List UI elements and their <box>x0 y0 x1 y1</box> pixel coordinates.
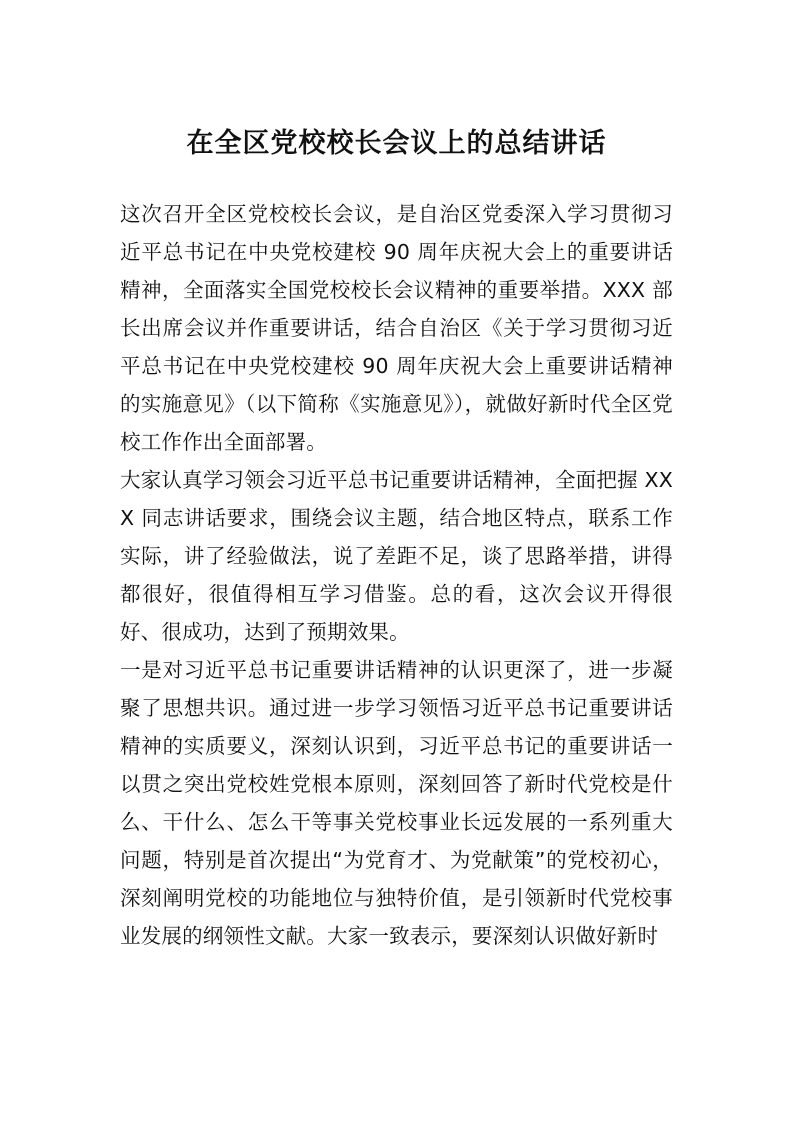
paragraph-3: 一是对习近平总书记重要讲话精神的认识更深了，进一步凝聚了思想共识。通过进一步学习领悟习近平总书记重要讲话精神的实质要义，深刻认识到，习近平总书记的重要讲话一以贯之突出党校姓党根本原则，深刻回答了新时代党校是什么、干什么、怎么干等事关党校事业长远发展的一系列重大问题，特别是首次提出“为党育才、为党献策”的党校初心，深刻阐明党校的功能地位与独特价值，是引领新时代党校事业发展的纲领性文献。大家一致表示，要深刻认识做好新时 <box>120 658 673 948</box>
paragraph-1: 这次召开全区党校校长会议，是自治区党委深入学习贯彻习近平总书记在中央党校建校 90 周年庆祝大会上的重要讲话精神，全面落实全国党校校长会议精神的重要举措。XXX 部长出席会议并作重要讲话，结合自治区《关于学习贯彻习近平总书记在中央党校建校 90 周年庆祝大会上重要讲话精神的实施意见》（以下简称《实施意见》），就做好新时代全区党校工作作出全面部署。 <box>120 202 673 454</box>
document-title: 在全区党校校长会议上的总结讲话 <box>186 128 607 159</box>
paragraph-2: 大家认真学习领会习近平总书记重要讲话精神，全面把握 XXX 同志讲话要求，围绕会议主题，结合地区特点，联系工作实际，讲了经验做法，说了差距不足，谈了思路举措，讲得都很好，很值得相互学习借鉴。总的看，这次会议开得很好、很成功，达到了预期效果。 <box>120 468 673 644</box>
document-body <box>120 195 673 955</box>
